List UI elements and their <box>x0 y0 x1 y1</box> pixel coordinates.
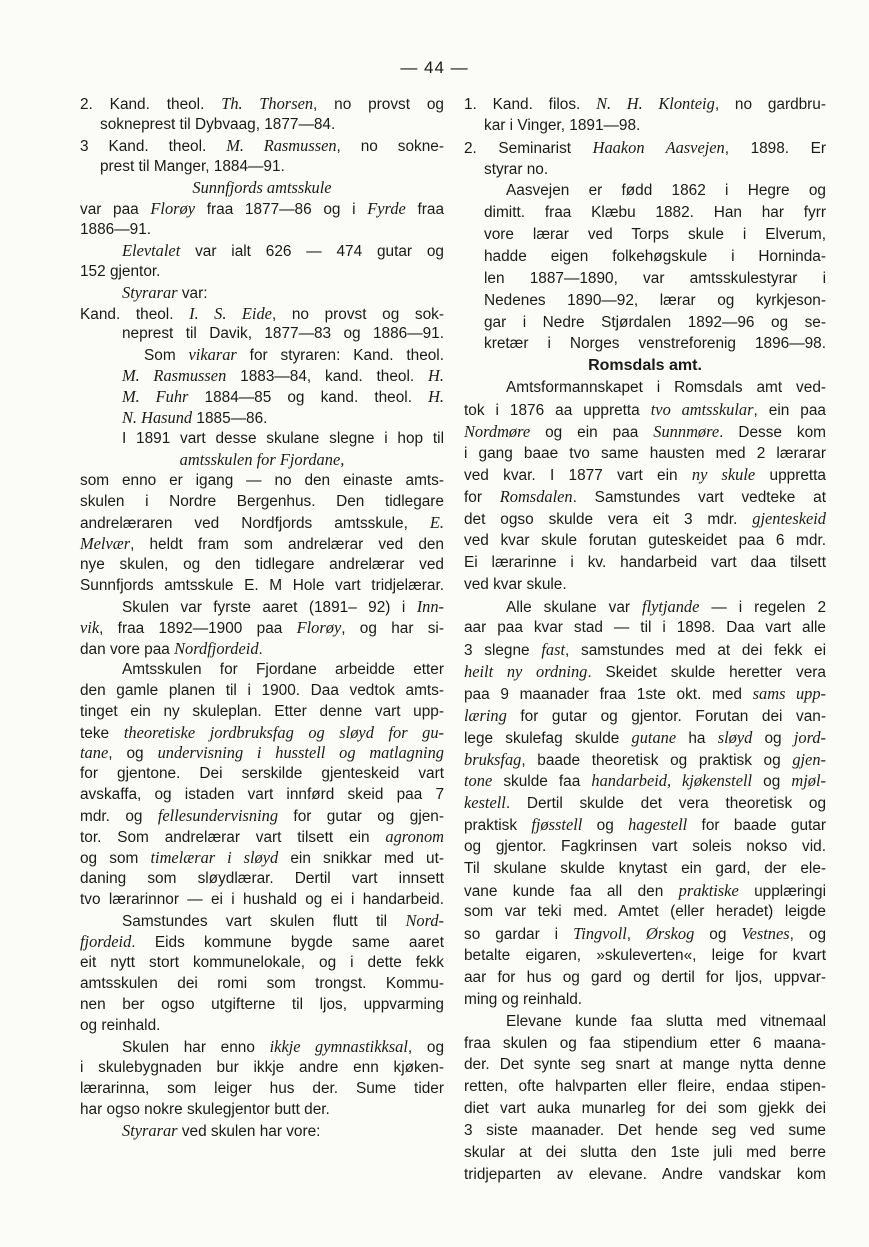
text: tinget ein ny skuleplan. Etter denne vart upp- <box>80 702 444 720</box>
text: , og har si- <box>341 619 444 637</box>
text: , no provst og sok- <box>271 305 444 323</box>
text: fraa <box>405 200 444 218</box>
text: for baade gutar <box>687 817 826 835</box>
text-line <box>80 932 444 953</box>
text-line <box>464 400 826 421</box>
italic-text: H. <box>428 387 444 407</box>
text: Amtsskulen for Fjordane arbeidde etter <box>122 660 444 678</box>
text: og som <box>80 850 151 868</box>
text: prest til Manger, 1884—91. <box>100 157 285 175</box>
text: hadde eigen folkehøgskule i Horninda- <box>484 247 826 265</box>
text: , <box>626 926 647 944</box>
italic-text: undervisning i husstell og matlagning <box>157 743 444 763</box>
text-line <box>144 345 444 366</box>
italic-text: tane <box>80 743 109 763</box>
text-line <box>80 702 444 722</box>
italic-text: Tingvoll <box>573 924 627 944</box>
text-line <box>484 116 826 136</box>
italic-text: fjordeid <box>80 932 132 951</box>
text-line <box>484 225 826 245</box>
text: tor. Som andrelærar vart tilsett ein <box>80 829 386 847</box>
text: som var teki med. Amtet (eller heradet) leigde <box>464 903 826 921</box>
italic-text: Ørskog <box>646 924 695 944</box>
text: nye skulen, og den tidlegare andrelærar ved <box>80 555 444 573</box>
italic-text: ikkje gymnastikksal <box>269 1036 408 1056</box>
text: , no sokne- <box>336 137 444 155</box>
text-line <box>464 771 826 792</box>
page-number: — 44 — <box>400 58 469 77</box>
italic-text: Nordfjordeid <box>174 638 259 658</box>
text: 3 siste maanader. Det hende seg ved sume <box>464 1121 826 1139</box>
text-line <box>464 553 826 573</box>
text: 3 Kand. theol. <box>80 137 227 155</box>
italic-text: Haakon Aasvejen <box>592 137 725 157</box>
text: skulen i Nordre Bergenhus. Den tidlegare <box>80 493 444 511</box>
italic-text: kestell <box>464 793 506 813</box>
text: 2. Kand. theol. <box>80 96 222 113</box>
text-line <box>80 995 444 1015</box>
italic-text: amtsskulen for Fjordane, <box>179 450 345 470</box>
italic-text: gutane <box>631 727 677 747</box>
text: lærarinna, som leiger hus der. Sume tider <box>80 1079 444 1097</box>
text: Amtsformannskapet i Romsdals amt ved- <box>506 379 826 397</box>
text-line <box>464 728 826 749</box>
text-line <box>464 1077 826 1097</box>
text: kar i Vinger, 1891—98. <box>484 116 641 134</box>
italic-text: Melvær <box>80 533 131 553</box>
text: tridjeparten av elevane. Andre vandskar kom <box>464 1165 826 1183</box>
text: — i regelen 2 <box>699 598 827 616</box>
text: var ialt 626 — 474 gutar og <box>180 242 444 260</box>
text: Kand. theol. <box>80 305 190 323</box>
text-line <box>122 911 444 932</box>
text: og gjentor. Fagkrinsen vart soleis nokso vid. <box>464 837 826 855</box>
text-line <box>464 138 826 159</box>
text: len 1887—1890, var amtsskulestyrar i <box>484 269 826 287</box>
text: for <box>464 489 500 507</box>
text: i gang baae tvo same hausten med 2 lærarar <box>464 444 826 462</box>
text-line <box>122 387 444 408</box>
text-line <box>484 269 826 289</box>
text: var paa <box>80 200 151 218</box>
text: sokneprest til Dybvaag, 1877—84. <box>100 115 336 133</box>
italic-text: Florøy <box>296 617 342 637</box>
text: vore lærar ved Torps skule i Elverum, <box>484 226 826 244</box>
text-line <box>80 220 444 240</box>
text-line <box>464 1143 826 1163</box>
text-line <box>122 241 444 262</box>
italic-text: jord- <box>793 727 827 747</box>
text-line <box>464 837 826 857</box>
section-heading <box>464 356 826 376</box>
text-line <box>80 723 444 744</box>
text: , fraa 1892—1900 paa <box>99 619 297 637</box>
text-line <box>80 618 444 639</box>
text: , og <box>789 926 827 944</box>
text-line <box>100 115 444 135</box>
text: , samstundes med at dei fekk ei <box>565 642 827 660</box>
text: , ein paa <box>753 401 826 419</box>
text-line <box>464 990 826 1010</box>
text: . Dertil skulde det vera theoretisk og <box>505 795 826 813</box>
italic-text: tvo amtsskular <box>650 399 754 419</box>
text: for styraren: Kand. theol. <box>236 347 445 365</box>
text-line <box>122 283 444 304</box>
text: Til skulane skulde knytast ein gard, der ele- <box>464 859 826 877</box>
text-line <box>80 827 444 848</box>
text: 152 gjentor. <box>80 262 161 280</box>
text-line <box>464 706 826 727</box>
text-line <box>464 618 826 638</box>
italic-text: theoretiske jordbruksfag og sløyd for gu- <box>123 722 444 742</box>
text: for gutar og gjentor. Forutan dei van- <box>506 707 826 725</box>
italic-text: M. Fuhr <box>122 387 189 407</box>
text: og reinhald. <box>80 1016 161 1034</box>
text-line <box>464 422 826 443</box>
text-line <box>484 313 826 333</box>
text-line <box>484 160 826 180</box>
text-line <box>80 304 444 325</box>
text-line <box>80 262 444 282</box>
text: I 1891 vart desse skulane slegne i hop til <box>122 430 444 448</box>
text: tvo lærarinnor — ei i hushald og ei i handarbeid. <box>80 891 444 909</box>
text-line <box>80 890 444 910</box>
text: paa 9 maanader fraa 1ste okt. med <box>464 685 753 703</box>
text-line <box>80 848 444 869</box>
italic-text: mjøl- <box>791 771 827 791</box>
text-line <box>464 444 826 464</box>
italic-text: M. Rasmussen <box>226 135 337 155</box>
text: , og <box>407 1038 445 1056</box>
text: 2. Seminarist <box>464 139 593 157</box>
text-line <box>122 429 444 449</box>
text-line <box>464 924 826 945</box>
text: , no gardbru- <box>714 96 826 113</box>
text-line <box>464 968 826 988</box>
text: skulde faa <box>492 773 592 791</box>
italic-text: fellesundervisning <box>157 806 279 826</box>
text-line <box>464 859 826 879</box>
text-line <box>464 662 826 683</box>
text: det ogso skulde vera eit 3 mdr. <box>464 511 753 529</box>
text: Ei lærarinne i kv. handarbeid vart daa tilsett <box>464 553 826 571</box>
italic-text: bruksfag <box>464 749 522 769</box>
italic-text: gjen- <box>792 749 826 769</box>
text: aar paa kvar stad — til i 1898. Daa vart alle <box>464 619 826 637</box>
text: som enno er igang — no den einaste amts- <box>80 472 444 490</box>
italic-text: Styrarar <box>122 1120 178 1140</box>
text-line <box>464 1165 826 1185</box>
text: ved kvar. I 1877 vart ein <box>464 467 692 485</box>
text-line <box>464 575 826 595</box>
text: for gutar og gjen- <box>278 808 444 826</box>
text-line <box>484 203 826 223</box>
text: Samstundes vart skulen flutt til <box>122 913 406 931</box>
text-line <box>80 681 444 701</box>
text-line <box>80 576 444 596</box>
italic-text: I. S. Eide <box>189 303 272 323</box>
text-line <box>80 953 444 973</box>
text: . <box>258 640 263 658</box>
text-line <box>484 291 826 311</box>
text-line <box>100 157 444 177</box>
text-line <box>80 492 444 512</box>
text: Skulen har enno <box>122 1038 270 1056</box>
text: Skulen var fyrste aaret (1891– 92) i <box>122 598 417 616</box>
text: , og <box>108 745 158 763</box>
text-line <box>464 946 826 966</box>
text-line <box>122 324 444 344</box>
italic-text: tone <box>464 771 493 791</box>
italic-text: Styrarar <box>122 282 178 302</box>
text-line <box>464 881 826 902</box>
text-line <box>506 597 826 618</box>
text-line <box>80 513 444 534</box>
italic-text: fjøsstell <box>531 815 583 835</box>
text-line <box>464 684 826 705</box>
text: og <box>582 817 629 835</box>
italic-text: Sunnmøre <box>653 421 720 441</box>
text: Alle skulane var <box>506 598 643 616</box>
italic-text: Romsdalen <box>499 487 573 507</box>
text: praktisk <box>464 817 532 835</box>
text: neprest til Davik, 1877—83 og 1886—91. <box>122 325 444 343</box>
text-line <box>80 136 444 157</box>
text: tok i 1876 aa uppretta <box>464 401 651 419</box>
text: fraa 1877—86 og i <box>195 200 368 218</box>
text-line <box>80 764 444 784</box>
text: teke <box>80 724 124 742</box>
text: eit nytt stort kommunelokale, og i dette fekk <box>80 953 444 971</box>
italic-text: gjenteskeid <box>752 509 826 529</box>
text: , 1898. Er <box>724 139 827 157</box>
text-line <box>464 815 826 836</box>
text-line <box>80 1100 444 1120</box>
text-line <box>464 465 826 486</box>
italic-text: sløyd <box>717 727 753 747</box>
text-line <box>80 1058 444 1078</box>
text-line <box>464 487 826 508</box>
text-line <box>464 1055 826 1075</box>
text: Nedenes 1890—92, lærar og kyrkjeson- <box>484 291 826 309</box>
text: den gamle planen til i 1900. Daa vedtok amts- <box>80 681 444 699</box>
text-line <box>80 199 444 220</box>
italic-text: timelærar i sløyd <box>150 848 279 868</box>
text: kretær i Norges venstreforenig 1896—98. <box>484 335 826 353</box>
text: 1885—86. <box>192 410 268 428</box>
text-line <box>464 1099 826 1119</box>
text: ved skulen har vore: <box>177 1122 321 1140</box>
text: der. Det synte seg snart at mange nytta denne <box>464 1056 826 1074</box>
text-line <box>484 334 826 354</box>
text: 1886—91. <box>80 220 152 238</box>
text: Aasvejen er fødd 1862 i Hegre og <box>506 182 826 200</box>
text-line <box>122 1037 444 1058</box>
italic-text: hagestell <box>628 815 688 835</box>
italic-text: læring <box>464 705 507 725</box>
text: ved kvar skule. <box>464 575 567 593</box>
section-heading <box>80 178 444 199</box>
text: betalte eigaren, »skuleverten«, leige for kvart <box>464 947 826 965</box>
italic-text: vikarar <box>188 345 237 365</box>
text-line <box>80 1079 444 1099</box>
text-line <box>80 785 444 805</box>
text-line <box>464 509 826 530</box>
text-line <box>464 1121 826 1141</box>
text: andrelæraren ved Nordfjords amtsskule, <box>80 515 430 532</box>
text: . Desse kom <box>719 423 826 441</box>
text-line <box>506 1012 826 1032</box>
text-line <box>464 1034 826 1054</box>
section-heading <box>80 450 444 471</box>
text: nen ber ogso utgifterne til ljos, uppvarming <box>80 995 444 1013</box>
text-line <box>80 471 444 491</box>
text: uppretta <box>755 467 826 485</box>
text-line <box>80 806 444 827</box>
text: ved kvar skule forutan guteskeidet paa 6 mdr. <box>464 532 826 549</box>
text: 3 slegne <box>464 642 542 660</box>
text-line <box>122 366 444 387</box>
text: , heldt fram som andrelærar ved den <box>130 535 444 553</box>
text: amtsskulen dei romi som trongst. Kommu- <box>80 974 444 992</box>
italic-text: Fyrde <box>367 198 406 218</box>
text: 1884—85 og kand. theol. <box>188 389 429 407</box>
text: har ogso nokre skulegjentor butt der. <box>80 1100 330 1118</box>
text-line <box>80 639 444 660</box>
text-line <box>80 555 444 575</box>
text-line <box>80 869 444 889</box>
text: og <box>752 773 792 791</box>
text: styrar no. <box>484 160 549 178</box>
text: aar for hus og gard og dertil for ljos, uppvar- <box>464 969 826 986</box>
italic-text: Florøy <box>150 198 196 218</box>
text: . Skeidet skulde heretter vera <box>587 664 826 682</box>
text-line <box>506 181 826 201</box>
text: mdr. og <box>80 808 158 826</box>
text: Elevane kunde faa slutta med vitnemaal <box>506 1012 826 1030</box>
text-line <box>122 597 444 618</box>
italic-text: flytjande <box>642 596 700 616</box>
italic-text: Sunnfjords amtsskule <box>192 177 332 197</box>
italic-text: handarbeid, kjøkenstell <box>591 771 753 791</box>
text-line <box>80 743 444 764</box>
italic-text: ny skule <box>691 465 756 485</box>
text: vane kunde faa all den <box>464 882 679 900</box>
text: dimitt. fraa Klæbu 1882. Han har fyrr <box>484 204 826 222</box>
italic-text: Nord- <box>405 911 444 931</box>
text: i skulebygnaden bur ikkje andre enn kjøken- <box>80 1058 444 1076</box>
text-line <box>464 793 826 814</box>
text: for gjentone. Dei serskilde gjenteskeid vart <box>80 765 444 783</box>
text: daning som sløydlærar. Dertil vart innsett <box>80 870 444 888</box>
italic-text: E. <box>429 513 444 532</box>
italic-text: N. H. Klonteig <box>596 94 715 113</box>
text-line <box>506 378 826 398</box>
text: og <box>694 926 742 944</box>
text: gar i Nedre Stjørdalen 1892—96 og se- <box>484 313 826 331</box>
text-line <box>122 408 444 429</box>
text: og ein paa <box>530 423 654 441</box>
text-line <box>80 1016 444 1036</box>
italic-text: H. <box>428 366 444 386</box>
text-line <box>80 974 444 994</box>
text: lege skulefag skulde <box>464 729 632 747</box>
text: var: <box>177 284 208 302</box>
italic-text: Elevtalet <box>122 240 181 260</box>
italic-text: Nordmøre <box>464 421 531 441</box>
text-line <box>80 94 444 115</box>
italic-text: vik <box>80 617 100 637</box>
text-line <box>122 660 444 680</box>
italic-text: agronom <box>385 827 444 847</box>
text: ming og reinhald. <box>464 990 583 1008</box>
text: dan vore paa <box>80 640 175 658</box>
text: . Eids kommune bygde same aaret <box>131 934 444 951</box>
italic-text: sams upp- <box>752 683 826 703</box>
text: . Samstundes vart vedteke at <box>572 489 826 507</box>
text: 1883—84, kand. theol. <box>226 368 429 386</box>
text: ein snikkar med ut- <box>278 850 444 868</box>
italic-text: Vestnes <box>741 924 790 944</box>
text: 1. Kand. filos. <box>464 96 597 113</box>
text: so gardar i <box>464 926 574 944</box>
text: skular at dei slutta den 1ste juli med berre <box>464 1143 826 1161</box>
text: Som <box>144 347 189 365</box>
text-line <box>122 1121 444 1142</box>
text: Sunnfjords amtsskule E. M Hole vart tridjelærar. <box>80 576 444 594</box>
text-line <box>464 531 826 551</box>
italic-text: fast <box>541 640 566 660</box>
text-line <box>464 750 826 771</box>
text-line <box>484 247 826 267</box>
text: , no provst og <box>313 96 444 113</box>
text: ha <box>676 729 718 747</box>
italic-text: N. Hasund <box>122 408 193 428</box>
italic-text: heilt ny ordning <box>464 662 588 682</box>
text: retten, ofte halvparten eller fleire, endaa stipen- <box>464 1078 826 1096</box>
text: diet vart auka munarleg for dei som gjekk dei <box>464 1100 826 1118</box>
italic-text: Th. Thorsen <box>221 94 314 113</box>
text-line <box>464 640 826 661</box>
text-line <box>80 534 444 555</box>
text: fraa skulen og faa stipendium etter 6 maana- <box>464 1034 826 1052</box>
text: , baade theoretisk og praktisk og <box>521 751 793 769</box>
text: avskaffa, og istaden vart innførd skeid paa 7 <box>80 786 444 804</box>
text: upplæringi <box>738 882 826 900</box>
text-line <box>464 902 826 922</box>
text-line <box>464 94 826 115</box>
text: og <box>752 729 794 747</box>
bold-heading-text: Romsdals amt. <box>588 357 702 375</box>
italic-text: M. Rasmussen <box>122 366 227 386</box>
italic-text: praktiske <box>678 880 739 900</box>
italic-text: Inn- <box>416 596 444 616</box>
